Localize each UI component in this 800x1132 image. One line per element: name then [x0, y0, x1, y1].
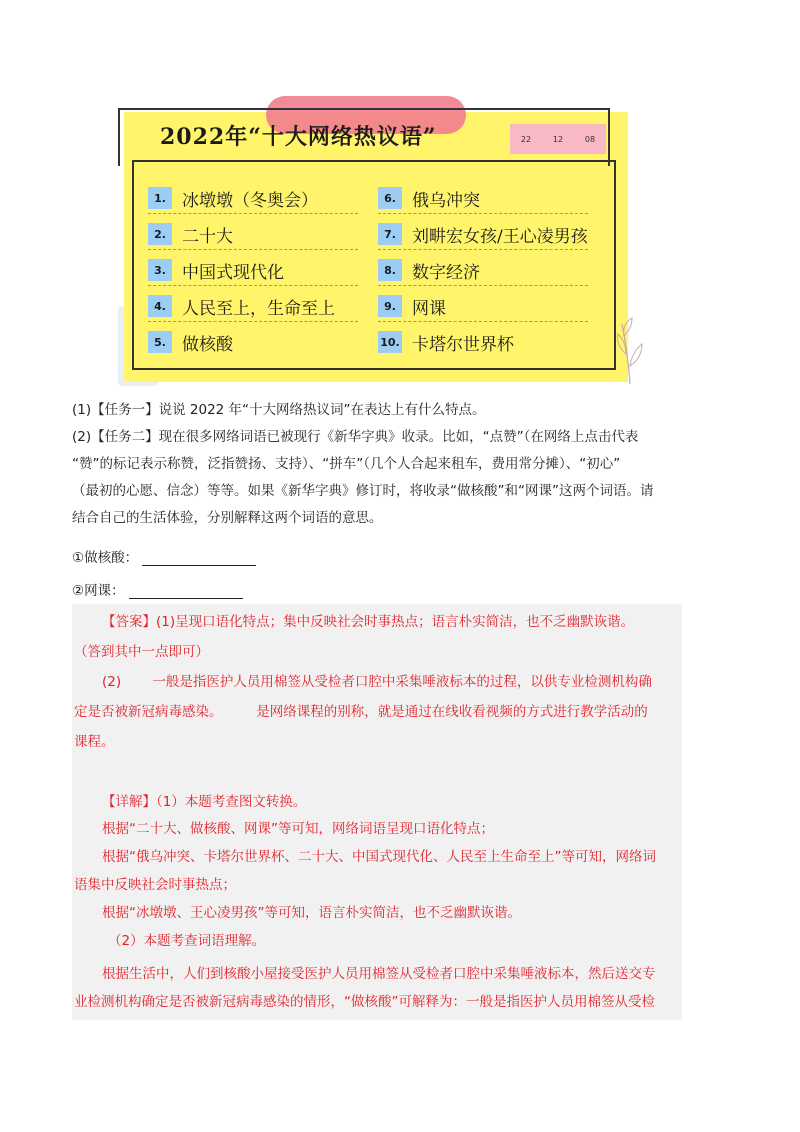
word-item — [378, 324, 588, 360]
word-item — [148, 216, 335, 252]
word-list-right — [378, 180, 588, 360]
fill-blank-1 — [72, 548, 256, 568]
answer-line — [142, 551, 256, 566]
word-number: 8. — [378, 259, 402, 281]
word-item — [378, 216, 588, 252]
word-text: 中国式现代化 — [182, 262, 284, 283]
detail-line: 根据“俄乌冲突、卡塔尔世界杯、二十大、中国式现代化、人民至上生命至上”等可知，网络词 — [102, 849, 656, 865]
detail-line: 根据“冰墩墩、王心凌男孩”等可知，语言朴实简洁，也不乏幽默诙谐。 — [102, 905, 521, 921]
word-text: 冰墩墩（冬奥会） — [182, 190, 318, 211]
word-number: 3. — [148, 259, 172, 281]
answer-line: (2) 一般是指医护人员用棉签从受检者口腔中采集唾液标本的过程，以供专业检测机构确 — [102, 674, 652, 690]
date-day: 08 — [584, 134, 596, 144]
detail-line: 根据生活中，人们到核酸小屋接受医护人员用棉签从受检者口腔中采集唾液标本，然后送交专 — [102, 966, 656, 982]
word-item — [148, 252, 335, 288]
answer-line: 定是否被新冠病毒感染。 是网络课程的别称，就是通过在线收看视频的方式进行教学活动的 — [74, 704, 648, 720]
word-text: 做核酸 — [182, 334, 233, 355]
question-2-line: (2)【任务二】现在很多网络词语已被现行《新华字典》收录。比如，“点赞”（在网络上点击代表 — [72, 429, 639, 445]
word-text: 二十大 — [182, 226, 233, 247]
word-number: 1. — [148, 187, 172, 209]
word-number: 5. — [148, 331, 172, 353]
word-text: 刘畊宏女孩/王心凌男孩 — [412, 226, 588, 247]
word-list-box — [132, 160, 616, 370]
fill-blank-2-label: ②网课： — [72, 583, 125, 599]
word-item — [148, 288, 335, 324]
word-item — [378, 288, 588, 324]
detail-line: （2）本题考查词语理解。 — [108, 933, 266, 949]
word-text: 网课 — [412, 298, 446, 319]
word-number: 7. — [378, 223, 402, 245]
answer-line: 【答案】(1)呈现口语化特点；集中反映社会时事热点；语言朴实简洁，也不乏幽默诙谐。 — [102, 614, 635, 630]
word-number: 4. — [148, 295, 172, 317]
word-item — [148, 324, 335, 360]
word-list-left — [148, 180, 335, 360]
detail-line: 语集中反映社会时事热点； — [74, 877, 236, 893]
word-number: 10. — [378, 331, 402, 353]
question-1: (1)【任务一】说说 2022 年“十大网络热议词”在表达上有什么特点。 — [72, 402, 486, 418]
word-text: 人民至上，生命至上 — [182, 298, 335, 319]
fill-blank-1-label: ①做核酸： — [72, 550, 139, 566]
detail-line: 根据“二十大、做核酸、网课”等可知，网络词语呈现口语化特点； — [102, 821, 494, 837]
date-year: 22 — [520, 134, 532, 144]
word-item — [378, 252, 588, 288]
hot-words-infographic — [118, 96, 638, 386]
plant-sketch-icon — [612, 314, 648, 384]
fill-blank-2 — [72, 581, 243, 601]
infographic-date — [510, 124, 606, 154]
detail-line: 【详解】（1）本题考查图文转换。 — [102, 794, 307, 810]
word-text: 卡塔尔世界杯 — [412, 334, 514, 355]
word-text: 数字经济 — [412, 262, 480, 283]
question-2-line: （最初的心愿、信念）等等。如果《新华字典》修订时，将收录“做核酸”和“网课”这两个词语。请 — [72, 483, 654, 499]
answer-line: 课程。 — [74, 734, 115, 750]
word-number: 6. — [378, 187, 402, 209]
infographic-title: 2022年“十大网络热议语” — [160, 124, 437, 150]
word-item — [148, 180, 335, 216]
question-2-line: “赞”的标记表示称赞，泛指赞扬、支持）、“拼车”（几个人合起来租车，费用常分摊）、“初心” — [72, 456, 621, 472]
detail-line: 业检测机构确定是否被新冠病毒感染的情形，“做核酸”可解释为：一般是指医护人员用棉签从受检 — [74, 994, 655, 1010]
answer-line — [129, 584, 243, 599]
word-number: 2. — [148, 223, 172, 245]
answer-panel — [72, 604, 682, 1020]
word-text: 俄乌冲突 — [412, 190, 480, 211]
date-month: 12 — [552, 134, 564, 144]
word-item — [378, 180, 588, 216]
word-number: 9. — [378, 295, 402, 317]
answer-line: （答到其中一点即可） — [74, 644, 209, 660]
question-2-line: 结合自己的生活体验，分别解释这两个词语的意思。 — [72, 510, 383, 526]
